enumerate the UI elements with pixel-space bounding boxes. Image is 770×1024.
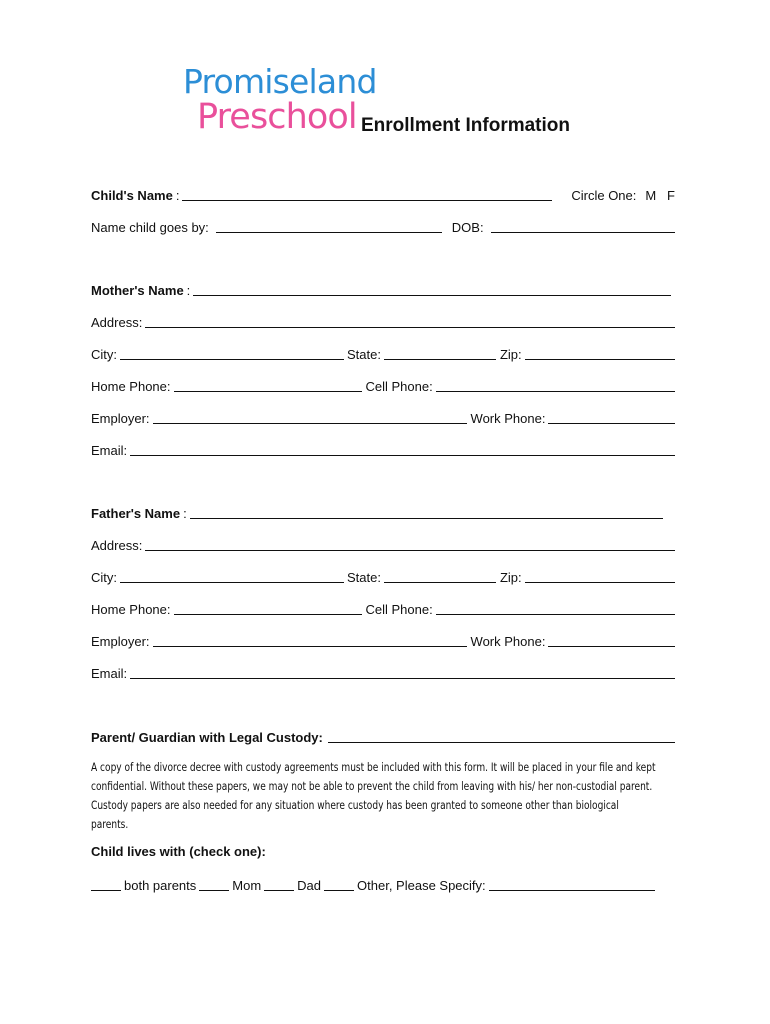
- father-state-field[interactable]: [384, 569, 496, 583]
- custody-notice: [91, 758, 681, 834]
- father-address-label: Address:: [91, 538, 143, 553]
- mother-name-label: Mother's Name: [91, 283, 184, 298]
- father-name-row: Father's Name :: [91, 503, 663, 521]
- logo-text-preschool: Preschool: [197, 97, 357, 137]
- gender-options[interactable]: M F: [645, 188, 675, 203]
- dob-label: DOB:: [451, 220, 484, 235]
- child-name-colon: :: [175, 188, 180, 203]
- gender-label: Circle One:: [571, 188, 637, 203]
- mom-checkline[interactable]: [199, 877, 229, 891]
- nickname-field[interactable]: [216, 219, 442, 233]
- father-employer-field[interactable]: [153, 633, 467, 647]
- child-name-row: [91, 185, 675, 203]
- custody-notice-line: Custody papers are also needed for any situation where custody has been granted to someone other than biological: [91, 798, 619, 812]
- both-parents-label: both parents: [124, 878, 197, 893]
- preschool-logo: [183, 62, 377, 142]
- logo-text-promiseland: Promiseland: [183, 62, 377, 101]
- nickname-row: [91, 217, 675, 235]
- dad-checkline[interactable]: [264, 877, 294, 891]
- mother-email-row: [91, 440, 675, 458]
- father-home-phone-field[interactable]: [174, 601, 362, 615]
- custody-notice-line: A copy of the divorce decree with custody agreements must be included with this form. It will be placed in your file and kept: [91, 760, 656, 774]
- mother-name-row: Mother's Name :: [91, 280, 671, 298]
- lives-with-title: Child lives with (check one):: [91, 844, 266, 859]
- mother-email-field[interactable]: [130, 442, 675, 456]
- father-cell-phone-field[interactable]: [436, 601, 675, 615]
- mother-state-field[interactable]: [384, 346, 496, 360]
- father-email-label: Email:: [91, 666, 128, 681]
- mother-name-field[interactable]: [193, 282, 671, 296]
- father-work-phone-field[interactable]: [548, 633, 675, 647]
- father-city-row: [91, 567, 675, 585]
- mother-cell-phone-label: Cell Phone:: [365, 379, 433, 394]
- custody-label: Parent/ Guardian with Legal Custody:: [91, 730, 323, 745]
- mom-label: Mom: [232, 878, 262, 893]
- custody-notice-line: parents.: [91, 817, 129, 831]
- page-title: Enrollment Information: [361, 115, 570, 136]
- father-home-phone-label: Home Phone:: [91, 602, 171, 617]
- custody-field[interactable]: [328, 729, 675, 743]
- nickname-label: Name child goes by:: [91, 220, 209, 235]
- mother-home-phone-label: Home Phone:: [91, 379, 171, 394]
- child-name-field[interactable]: [182, 187, 552, 201]
- mother-employer-field[interactable]: [153, 410, 467, 424]
- mother-zip-field[interactable]: [525, 346, 675, 360]
- father-zip-field[interactable]: [525, 569, 675, 583]
- dob-field[interactable]: [491, 219, 675, 233]
- mother-address-row: [91, 312, 675, 330]
- dad-label: Dad: [297, 878, 322, 893]
- mother-home-phone-field[interactable]: [174, 378, 362, 392]
- other-specify-field[interactable]: [489, 877, 655, 891]
- father-email-field[interactable]: [130, 665, 675, 679]
- mother-cell-phone-field[interactable]: [436, 378, 675, 392]
- custody-row: [91, 727, 675, 745]
- father-zip-label: Zip:: [499, 570, 522, 585]
- lives-with-options: [91, 875, 655, 893]
- mother-address-label: Address:: [91, 315, 143, 330]
- father-state-label: State:: [347, 570, 381, 585]
- father-phone-row: [91, 599, 675, 617]
- father-address-field[interactable]: [145, 537, 675, 551]
- father-employer-row: [91, 631, 675, 649]
- father-employer-label: Employer:: [91, 634, 150, 649]
- custody-notice-line: confidential. Without these papers, we may not be able to prevent the child from leaving with his/ her non-custodial parent.: [91, 779, 653, 793]
- father-name-label: Father's Name: [91, 506, 181, 521]
- mother-work-phone-label: Work Phone:: [470, 411, 546, 426]
- child-name-label: Child's Name: [91, 188, 173, 203]
- father-address-row: [91, 535, 675, 553]
- father-name-field[interactable]: [190, 505, 663, 519]
- mother-state-label: State:: [347, 347, 381, 362]
- father-work-phone-label: Work Phone:: [470, 634, 546, 649]
- mother-address-field[interactable]: [145, 314, 675, 328]
- mother-employer-label: Employer:: [91, 411, 150, 426]
- father-cell-phone-label: Cell Phone:: [365, 602, 433, 617]
- mother-work-phone-field[interactable]: [548, 410, 675, 424]
- mother-email-label: Email:: [91, 443, 128, 458]
- other-checkline[interactable]: [324, 877, 354, 891]
- mother-employer-row: [91, 408, 675, 426]
- mother-city-row: [91, 344, 675, 362]
- other-label: Other, Please Specify:: [357, 878, 486, 893]
- mother-zip-label: Zip:: [499, 347, 522, 362]
- mother-phone-row: [91, 376, 675, 394]
- mother-city-label: City:: [91, 347, 117, 362]
- both-parents-checkline[interactable]: [91, 877, 121, 891]
- father-email-row: [91, 663, 675, 681]
- father-city-label: City:: [91, 570, 117, 585]
- mother-city-field[interactable]: [120, 346, 344, 360]
- father-city-field[interactable]: [120, 569, 344, 583]
